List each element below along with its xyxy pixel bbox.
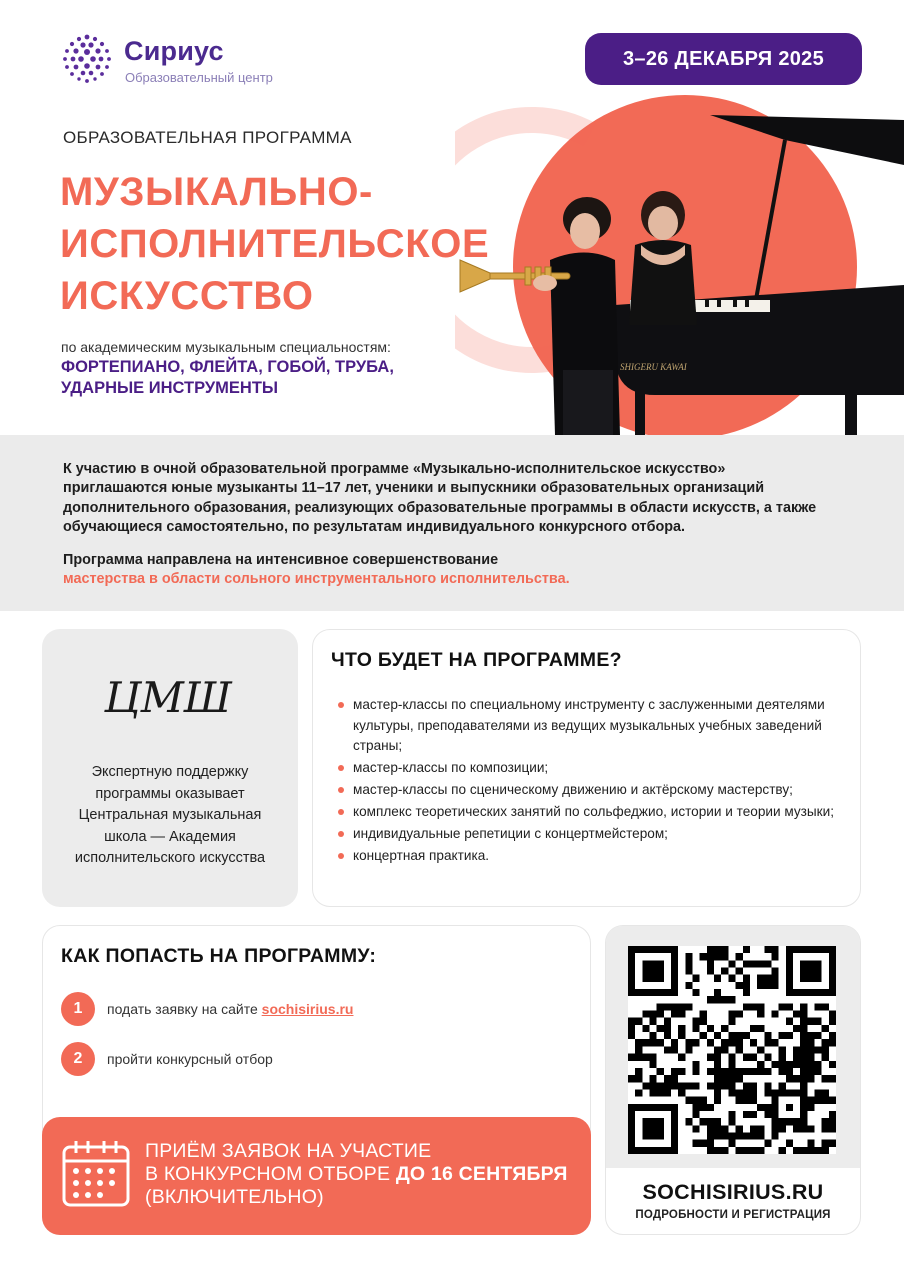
step-1-label: подать заявку на сайте — [107, 1001, 258, 1017]
qr-code[interactable] — [628, 946, 836, 1154]
piano-leg-2 — [845, 385, 857, 435]
deadline-date: ДО 16 СЕНТЯБРЯ — [395, 1163, 568, 1185]
list-item: индивидуальные репетиции с концертмейстером; — [338, 824, 853, 845]
what-title: ЧТО БУДЕТ НА ПРОГРАММЕ? — [331, 649, 622, 671]
deadline-line-3: (ВКЛЮЧИТЕЛЬНО) — [145, 1186, 324, 1208]
list-item: мастер-классы по композиции; — [338, 758, 853, 779]
piano-leg — [635, 385, 645, 435]
brand-subtitle: Образовательный центр — [125, 70, 273, 85]
specialties-list: ФОРТЕПИАНО, ФЛЕЙТА, ГОБОЙ, ТРУБА, УДАРНЫЕ ИНСТРУМЕНТЫ — [61, 358, 394, 397]
specialties-intro: по академическим музыкальным специальностям: — [61, 339, 391, 355]
sirius-logo[interactable] — [60, 32, 320, 88]
title-line-3: ИСКУССТВО — [60, 274, 314, 318]
step-2-label: пройти конкурсный отбор — [107, 1051, 273, 1067]
program-label: ОБРАЗОВАТЕЛЬНАЯ ПРОГРАММА — [63, 128, 352, 147]
calendar-icon — [60, 1137, 132, 1209]
sirius-dots-icon — [60, 32, 114, 86]
brand-name: Сириус — [124, 36, 224, 66]
cmsh-logo-text: ЦМШ — [104, 673, 232, 722]
list-item: концертная практика. — [338, 846, 853, 867]
step-1 — [61, 992, 353, 1026]
info-paragraph-2-lead: Программа направлена на интенсивное совершенствование — [63, 552, 499, 568]
deadline-line-2-lead: В КОНКУРСНОМ ОТБОРЕ — [145, 1163, 396, 1185]
step-number: 2 — [61, 1042, 95, 1076]
info-paragraph-2-accent: мастерства в области сольного инструментального исполнительства. — [63, 571, 570, 588]
site-url[interactable]: SOCHISIRIUS.RU — [642, 1180, 824, 1204]
deadline-line-1: ПРИЁМ ЗАЯВОК НА УЧАСТИЕ — [145, 1140, 432, 1162]
info-paragraph-1: К участию в очной образовательной программе «Музыкально-исполнительское искусство» приглашаются юные музыканты 11–17 лет, ученики и выпускники образовательных организаций дополнительного образования, реализующих образовательные программы в области искусств, а также обучающиеся самостоятельно, по результатам индивидуального конкурсного отбора. — [63, 461, 817, 536]
step-text — [107, 1001, 353, 1017]
hand — [533, 275, 557, 291]
step-2 — [61, 1042, 273, 1076]
list-item: мастер-классы по сценическому движению и актёрскому мастерству; — [338, 780, 853, 801]
title-line-2: ИСПОЛНИТЕЛЬСКОЕ — [60, 222, 490, 266]
info-paragraph-2 — [63, 551, 823, 590]
partner-text: Экспертную поддержку программы оказывает Центральная музыкальная школа — Академия исполнительского искусства — [74, 764, 266, 866]
cmsh-logo — [78, 668, 258, 728]
hero-illustration — [455, 95, 904, 435]
piano-brand-label: SHIGERU KAWAI — [620, 362, 687, 372]
deadline-text — [145, 1140, 585, 1209]
list-item: комплекс теоретических занятий по сольфеджио, истории и теории музыки; — [338, 802, 853, 823]
deadline-line-2 — [145, 1163, 585, 1186]
what-list — [338, 695, 853, 868]
how-title: КАК ПОПАСТЬ НА ПРОГРАММУ: — [61, 945, 377, 967]
step-number: 1 — [61, 992, 95, 1026]
site-caption: ПОДРОБНОСТИ И РЕГИСТРАЦИЯ — [635, 1209, 831, 1221]
title-line-1: МУЗЫКАЛЬНО- — [60, 170, 373, 214]
list-item: мастер-классы по специальному инструменту с заслуженными деятелями культуры, преподавателями из ведущих музыкальных учебных заведений страны; — [338, 695, 853, 757]
dates-badge: 3–26 ДЕКАБРЯ 2025 — [585, 33, 862, 85]
site-link[interactable]: sochisirius.ru — [261, 1001, 354, 1017]
